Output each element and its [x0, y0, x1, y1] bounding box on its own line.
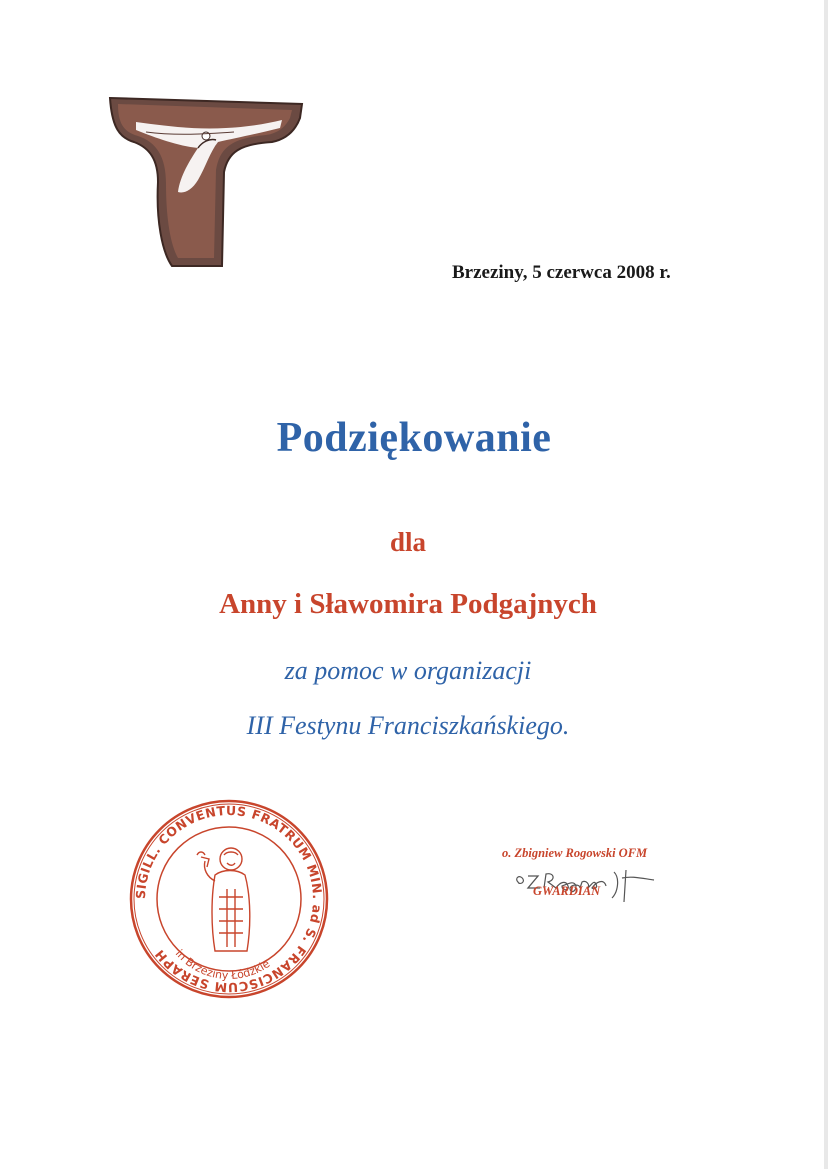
reason-text: za pomoc w organizacji	[284, 656, 532, 685]
signer-name: o. Zbigniew Rogowski OFM	[502, 846, 648, 860]
tau-cross-icon	[106, 94, 306, 270]
page-edge	[824, 0, 828, 1169]
page-title: Podziękowanie	[276, 415, 552, 461]
signer-title: GWARDIAN	[533, 884, 601, 898]
franciscan-seal-stamp	[127, 797, 331, 1001]
for-word: dla	[389, 527, 427, 557]
recipients-name: Anny i Sławomira Podgajnych	[219, 588, 597, 620]
svg-text:SIGILL. CONVENTUS FRATRUM MIN.: SIGILL. CONVENTUS FRATRUM MIN. ad S. FRANCISCUM SERAPH	[132, 802, 326, 996]
svg-text:in Brzeziny Łódzkie: in Brzeziny Łódzkie	[172, 947, 273, 983]
document-date: Brzeziny, 5 czerwca 2008 r.	[452, 262, 671, 283]
handwritten-signature	[510, 858, 660, 908]
event-name: III Festynu Franciszkańskiego.	[246, 711, 570, 740]
